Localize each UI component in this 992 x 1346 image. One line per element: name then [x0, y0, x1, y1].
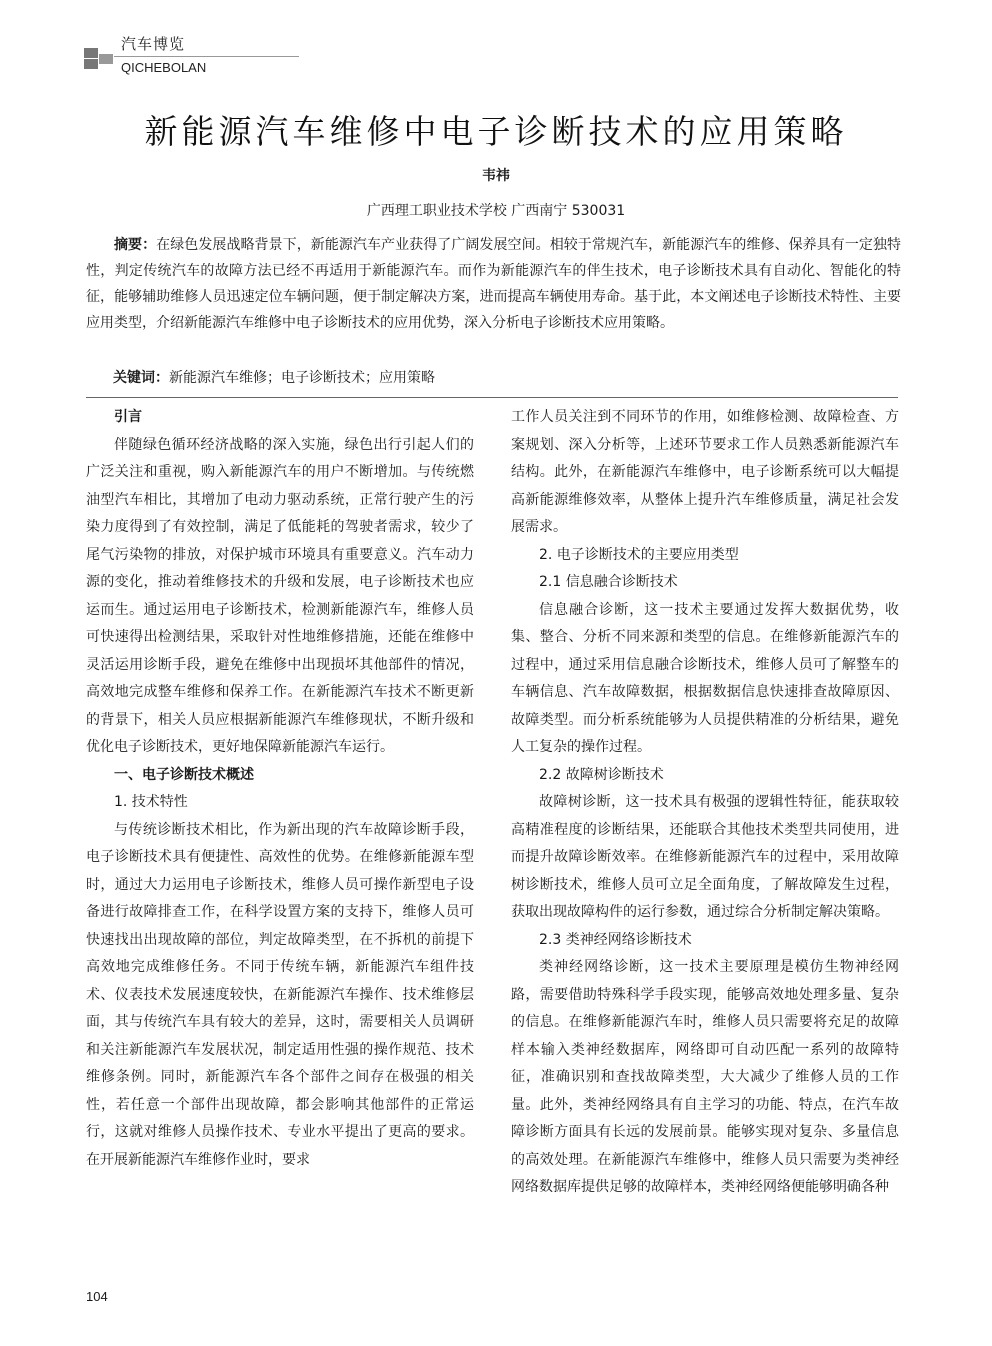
abstract-text: 在绿色发展战略背景下，新能源汽车产业获得了广阔发展空间。相较于常规汽车，新能源汽车的维修、保养具有一定独特性，判定传统汽车的故障方法已经不再适用于新能源汽车。而作为新能源汽车的伴生技术，电子诊断技术具有自动化、智能化的特征，能够辅助维修人员迅速定位车辆问题，便于制定解决方案，进而提高车辆使用寿命。基于此，本文阐述电子诊断技术特性、主要应用类型，介绍新能源汽车维修中电子诊断技术的应用优势，深入分析电子诊断技术应用策略。: [86, 237, 902, 331]
running-header: [84, 30, 299, 78]
affiliation: 广西理工职业技术学校 广西南宁 530031: [366, 203, 626, 219]
keywords-text: 新能源汽车维修；电子诊断技术；应用策略: [169, 370, 435, 386]
header-logo-icon: [84, 48, 114, 70]
right-column: [511, 404, 899, 1202]
section2-heading: 2. 电子诊断技术的主要应用类型: [539, 546, 739, 563]
intro-heading: 引言: [114, 409, 142, 425]
section1-heading: 一、电子诊断技术概述: [114, 766, 254, 783]
section2-2-heading: 2.2 故障树诊断技术: [539, 766, 664, 783]
section2-3-paragraph: 类神经网络诊断，这一技术主要原理是模仿生物神经网路，需要借助特殊科学手段实现，能够高效地处理多量、复杂的信息。在维修新能源汽车时，维修人员只需要将充足的故障样本输入类神经数据库，网络即可自动匹配一系列的故障特征，准确识别和查找故障类型，大大减少了维修人员的工作量。此外，类神经网络具有自主学习的功能、特点，在汽车故障诊断方面具有长远的发展前景。能够实现对复杂、多量信息的高效处理。在新能源汽车维修中，维修人员只需要为类神经网络数据库提供足够的故障样本，类神经网络便能够明确各种: [511, 959, 899, 1195]
continued-paragraph: 工作人员关注到不同环节的作用，如维修检测、故障检查、方案规划、深入分析等，上述环节要求工作人员熟悉新能源汽车结构。此外，在新能源汽车维修中，电子诊断系统可以大幅提高新能源维修效率，从整体上提升汽车维修质量，满足社会发展需求。: [511, 409, 899, 535]
section2-1-heading: 2.1 信息融合诊断技术: [539, 574, 678, 590]
abstract-label: 摘要：: [114, 237, 157, 253]
section2-3-heading: 2.3 类神经网络诊断技术: [539, 931, 692, 948]
paper-title: 新能源汽车维修中电子诊断技术的应用策略: [144, 112, 848, 151]
abstract-divider: [86, 397, 898, 398]
section2-1-paragraph: 信息融合诊断，这一技术主要通过发挥大数据优势，收集、整合、分析不同来源和类型的信息。在维修新能源汽车的过程中，通过采用信息融合诊断技术，维修人员可了解整车的车辆信息、汽车故障数据，根据数据信息快速排查故障原因、故障类型。而分析系统能够为人员提供精准的分析结果，避免人工复杂的操作过程。: [511, 601, 899, 755]
left-column: [86, 404, 474, 1174]
author: 韦祎: [482, 168, 510, 184]
section2-2-paragraph: 故障树诊断，这一技术具有极强的逻辑性特征，能获取较高精准程度的诊断结果，还能联合其他技术类型共同使用，进而提升故障诊断效率。在维修新能源汽车的过程中，采用故障树诊断技术，维修人员可立足全面角度，了解故障发生过程，获取出现故障构件的运行参数，通过综合分析制定解决策略。: [511, 794, 899, 920]
abstract: [86, 232, 901, 336]
header-section-cn: 汽车博览: [121, 35, 186, 53]
page-number: 104: [86, 1289, 108, 1304]
keywords: [113, 367, 435, 387]
header-divider: [114, 56, 299, 57]
keywords-label: 关键词：: [113, 370, 169, 386]
intro-paragraph: 伴随绿色循环经济战略的深入实施，绿色出行引起人们的广泛关注和重视，购入新能源汽车的用户不断增加。与传统燃油型汽车相比，其增加了电动力驱动系统，正常行驶产生的污染力度得到了有效控制，满足了低能耗的驾驶者需求，较少了尾气污染物的排放，对保护城市环境具有重要意义。汽车动力源的变化，推动着维修技术的升级和发展，电子诊断技术也应运而生。通过运用电子诊断技术，检测新能源汽车，维修人员可快速得出检测结果，采取针对性地维修措施，还能在维修中灵活运用诊断手段，避免在维修中出现损坏其他部件的情况，高效地完成整车维修和保养工作。在新能源汽车技术不断更新的背景下，相关人员应根据新能源汽车维修现状，不断升级和优化电子诊断技术，更好地保障新能源汽车运行。: [86, 436, 474, 755]
section1-1-paragraph: 与传统诊断技术相比，作为新出现的汽车故障诊断手段，电子诊断技术具有便捷性、高效性的优势。在维修新能源车型时，通过大力运用电子诊断技术，维修人员可操作新型电子设备进行故障排查工作，在科学设置方案的支持下，维修人员可快速找出出现故障的部位，判定故障类型，在不拆机的前提下高效地完成维修任务。不同于传统车辆，新能源汽车组件技术、仪表技术发展速度较快，在新能源汽车操作、技术维修层面，其与传统汽车具有较大的差异，这时，需要相关人员调研和关注新能源汽车发展状况，制定适用性强的操作规范、技术维修条例。同时，新能源汽车各个部件之间存在极强的相关性，若任意一个部件出现故障，都会影响其他部件的正常运行，这就对维修人员操作技术、专业水平提出了更高的要求。在开展新能源汽车维修作业时，要求: [86, 821, 474, 1168]
section1-1-heading: 1. 技术特性: [114, 794, 188, 810]
header-section-en: QICHEBOLAN: [121, 60, 207, 75]
